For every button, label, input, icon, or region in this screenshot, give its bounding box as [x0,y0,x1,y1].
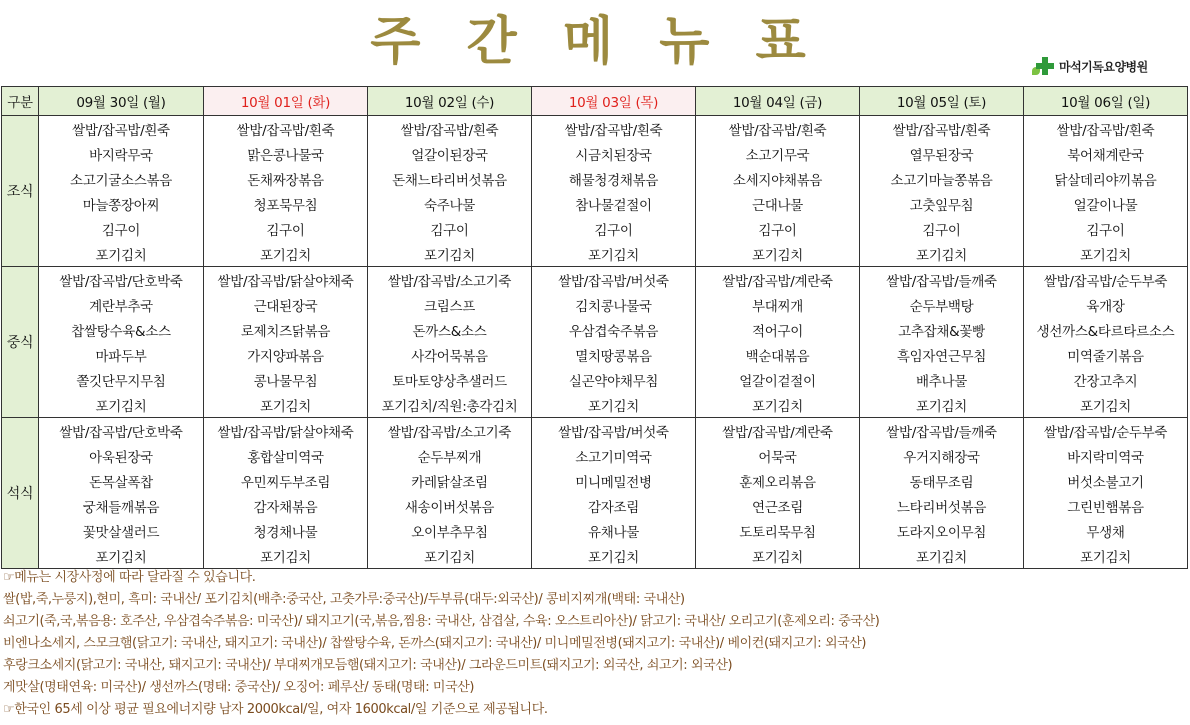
menu-item: 김구이 [39,216,204,241]
menu-item: 백순대볶음 [696,342,860,367]
menu-item: 쌀밥/잡곡밥/단호박죽 [39,267,204,293]
menu-item: 쌀밥/잡곡밥/흰죽 [696,116,860,142]
menu-item: 유채나물 [532,518,696,543]
menu-item: 쫄깃단무지무침 [39,367,204,392]
menu-item: 간장고추지 [1024,367,1188,392]
menu-item: 소고기굴소스볶음 [39,166,204,191]
note-line: ☞한국인 65세 이상 평균 필요에너지량 남자 2000kcal/일, 여자 1600kcal/일 기준으로 제공됩니다. [3,702,548,717]
menu-item: 꽃맛살샐러드 [39,518,204,543]
menu-row [2,543,1188,569]
menu-item: 소고기무국 [696,141,860,166]
menu-item: 우삼겹숙주볶음 [532,317,696,342]
note-line: 게맛살(명태연육: 미국산)/ 생선까스(명태: 중국산)/ 오징어: 페루산/ 동태(명태: 미국산) [3,680,475,695]
meal-label: 중식 [2,267,39,418]
menu-body [2,116,1188,569]
menu-item: 쌀밥/잡곡밥/흰죽 [1024,116,1188,142]
menu-row [2,241,1188,267]
menu-item: 포기김치 [39,241,204,267]
header-row [2,87,1188,116]
menu-item: 로제치즈닭볶음 [204,317,368,342]
menu-item: 포기김치 [204,392,368,418]
menu-item: 쌀밥/잡곡밥/들깨죽 [860,267,1024,293]
menu-item: 북어채계란국 [1024,141,1188,166]
menu-item: 쌀밥/잡곡밥/흰죽 [860,116,1024,142]
menu-item: 새송이버섯볶음 [368,493,532,518]
menu-item: 포기김치 [860,543,1024,569]
day-header: 10월 06일 (일) [1024,87,1188,116]
day-header: 09월 30일 (월) [39,87,204,116]
menu-item: 포기김치 [696,392,860,418]
menu-item: 카레닭살조림 [368,468,532,493]
menu-row [2,468,1188,493]
menu-item: 쌀밥/잡곡밥/닭살야채죽 [204,267,368,293]
menu-item: 청포묵무침 [204,191,368,216]
menu-item: 포기김치 [1024,392,1188,418]
menu-item: 근대나물 [696,191,860,216]
menu-item: 쌀밥/잡곡밥/소고기죽 [368,418,532,444]
menu-item: 김구이 [1024,216,1188,241]
note-line: 쇠고기(죽,국,볶음용: 호주산, 우삼겹숙주볶음: 미국산)/ 돼지고기(국,볶음,찜용: 국내산, 삼겹살, 수육: 오스트리아산)/ 닭고기: 국내산/ 오리고기(훈제오리: 중국산) [3,614,880,629]
menu-item: 크림스프 [368,292,532,317]
menu-item: 콩나물무침 [204,367,368,392]
menu-item: 김치콩나물국 [532,292,696,317]
menu-item: 맑은콩나물국 [204,141,368,166]
note-line: ☞메뉴는 시장사정에 따라 달라질 수 있습니다. [3,570,256,585]
menu-row [2,191,1188,216]
menu-item: 얼갈이겉절이 [696,367,860,392]
menu-item: 오이부추무침 [368,518,532,543]
menu-item: 연근조림 [696,493,860,518]
menu-item: 쌀밥/잡곡밥/닭살야채죽 [204,418,368,444]
menu-item: 참나물겉절이 [532,191,696,216]
menu-item: 쌀밥/잡곡밥/흰죽 [39,116,204,142]
menu-item: 포기김치 [696,241,860,267]
menu-item: 멸치땅콩볶음 [532,342,696,367]
menu-row [2,216,1188,241]
menu-item: 쌀밥/잡곡밥/들깨죽 [860,418,1024,444]
menu-item: 얼갈이된장국 [368,141,532,166]
menu-item: 사각어묵볶음 [368,342,532,367]
menu-item: 우거지해장국 [860,443,1024,468]
menu-item: 쌀밥/잡곡밥/흰죽 [368,116,532,142]
menu-item: 우민찌두부조림 [204,468,368,493]
menu-item: 청경채나물 [204,518,368,543]
menu-row [2,392,1188,418]
menu-item: 버섯소불고기 [1024,468,1188,493]
menu-item: 아욱된장국 [39,443,204,468]
menu-item: 부대찌개 [696,292,860,317]
menu-item: 가지양파볶음 [204,342,368,367]
menu-item: 찹쌀탕수육&소스 [39,317,204,342]
menu-item: 김구이 [860,216,1024,241]
menu-item: 포기김치 [696,543,860,569]
menu-item: 쌀밥/잡곡밥/소고기죽 [368,267,532,293]
menu-row [2,443,1188,468]
menu-item: 적어구이 [696,317,860,342]
note-line: 비엔나소세지, 스모크햄(닭고기: 국내산, 돼지고기: 국내산)/ 찹쌀탕수육, 돈까스(돼지고기: 국내산)/ 미니메밀전병(돼지고기: 국내산)/ 베이컨(돼지고기: 외국산) [3,636,867,651]
menu-item: 흑임자연근무침 [860,342,1024,367]
menu-row [2,292,1188,317]
menu-item: 미니메밀전병 [532,468,696,493]
menu-item: 포기김치 [368,543,532,569]
menu-item: 미역줄기볶음 [1024,342,1188,367]
menu-item: 포기김치 [860,241,1024,267]
menu-item: 돈채짜장볶음 [204,166,368,191]
menu-item: 그린빈햄볶음 [1024,493,1188,518]
menu-item: 근대된장국 [204,292,368,317]
menu-item: 쌀밥/잡곡밥/버섯죽 [532,418,696,444]
menu-item: 쌀밥/잡곡밥/흰죽 [532,116,696,142]
menu-item: 배추나물 [860,367,1024,392]
menu-item: 생선까스&타르타르소스 [1024,317,1188,342]
cross-leaf-icon [1034,55,1056,77]
menu-row [2,518,1188,543]
menu-item: 소고기미역국 [532,443,696,468]
menu-item: 바지락미역국 [1024,443,1188,468]
menu-item: 도토리묵무침 [696,518,860,543]
menu-item: 김구이 [204,216,368,241]
hospital-logo [1034,54,1148,78]
menu-item: 훈제오리볶음 [696,468,860,493]
menu-item: 쌀밥/잡곡밥/흰죽 [204,116,368,142]
menu-item: 포기김치 [1024,241,1188,267]
menu-item: 포기김치 [532,241,696,267]
meal-label: 조식 [2,116,39,267]
menu-item: 쌀밥/잡곡밥/단호박죽 [39,418,204,444]
menu-row [2,493,1188,518]
corner-label: 구분 [2,87,39,116]
menu-row [2,116,1188,142]
menu-item: 소세지야채볶음 [696,166,860,191]
day-header-holiday: 10월 01일 (화) [204,87,368,116]
menu-item: 순두부백탕 [860,292,1024,317]
day-header-holiday: 10월 03일 (목) [532,87,696,116]
menu-row [2,141,1188,166]
menu-item: 실곤약야채무침 [532,367,696,392]
menu-item: 육개장 [1024,292,1188,317]
note-line: 쌀(밥,죽,누룽지),현미, 흑미: 국내산/ 포기김치(배추:중국산, 고춧가루:중국산)/두부류(대두:외국산)/ 콩비지찌개(백태: 국내산) [3,592,685,607]
menu-item: 순두부찌개 [368,443,532,468]
page-title: 주 간 메 뉴 표 [370,12,820,72]
menu-item: 쌀밥/잡곡밥/순두부죽 [1024,267,1188,293]
menu-item: 고추잡채&꽃빵 [860,317,1024,342]
notes-section [3,567,1189,721]
menu-item: 동태무조림 [860,468,1024,493]
menu-item: 소고기마늘쫑볶음 [860,166,1024,191]
menu-item: 김구이 [368,216,532,241]
menu-item: 포기김치 [204,543,368,569]
menu-item: 돈목살폭찹 [39,468,204,493]
menu-item: 바지락무국 [39,141,204,166]
menu-item: 쌀밥/잡곡밥/계란죽 [696,267,860,293]
hospital-name: 마석기독요양병원 [1059,59,1148,74]
menu-item: 어묵국 [696,443,860,468]
menu-item: 무생채 [1024,518,1188,543]
menu-item: 쌀밥/잡곡밥/계란죽 [696,418,860,444]
menu-item: 포기김치 [1024,543,1188,569]
menu-item: 계란부추국 [39,292,204,317]
menu-item: 쌀밥/잡곡밥/버섯죽 [532,267,696,293]
menu-item: 숙주나물 [368,191,532,216]
menu-item: 쌀밥/잡곡밥/순두부죽 [1024,418,1188,444]
menu-item: 시금치된장국 [532,141,696,166]
menu-item: 포기김치/직원:총각김치 [368,392,532,418]
menu-item: 김구이 [696,216,860,241]
day-header: 10월 05일 (토) [860,87,1024,116]
menu-item: 마파두부 [39,342,204,367]
menu-item: 포기김치 [860,392,1024,418]
menu-item: 포기김치 [204,241,368,267]
menu-item: 느타리버섯볶음 [860,493,1024,518]
menu-item: 도라지오이무침 [860,518,1024,543]
menu-item: 포기김치 [532,392,696,418]
weekly-menu-table [1,86,1188,569]
day-header: 10월 02일 (수) [368,87,532,116]
menu-item: 닭살데리야끼볶음 [1024,166,1188,191]
menu-item: 토마토양상추샐러드 [368,367,532,392]
note-line: 후랑크소세지(닭고기: 국내산, 돼지고기: 국내산)/ 부대찌개모듬햄(돼지고기: 국내산)/ 그라운드미트(돼지고기: 외국산, 쇠고기: 외국산) [3,658,733,673]
menu-item: 마늘쫑장아찌 [39,191,204,216]
menu-item: 돈채느타리버섯볶음 [368,166,532,191]
menu-row [2,367,1188,392]
menu-item: 얼갈이나물 [1024,191,1188,216]
menu-item: 돈까스&소스 [368,317,532,342]
menu-item: 고춧잎무침 [860,191,1024,216]
menu-item: 포기김치 [39,392,204,418]
menu-item: 김구이 [532,216,696,241]
menu-item: 홍합살미역국 [204,443,368,468]
menu-item: 감자채볶음 [204,493,368,518]
menu-item: 해물청경채볶음 [532,166,696,191]
menu-row [2,418,1188,444]
menu-item: 열무된장국 [860,141,1024,166]
menu-item: 포기김치 [368,241,532,267]
menu-row [2,166,1188,191]
menu-row [2,317,1188,342]
menu-item: 궁채들깨볶음 [39,493,204,518]
menu-row [2,342,1188,367]
menu-row [2,267,1188,293]
meal-label: 석식 [2,418,39,569]
menu-item: 포기김치 [532,543,696,569]
day-header: 10월 04일 (금) [696,87,860,116]
menu-item: 감자조림 [532,493,696,518]
menu-item: 포기김치 [39,543,204,569]
